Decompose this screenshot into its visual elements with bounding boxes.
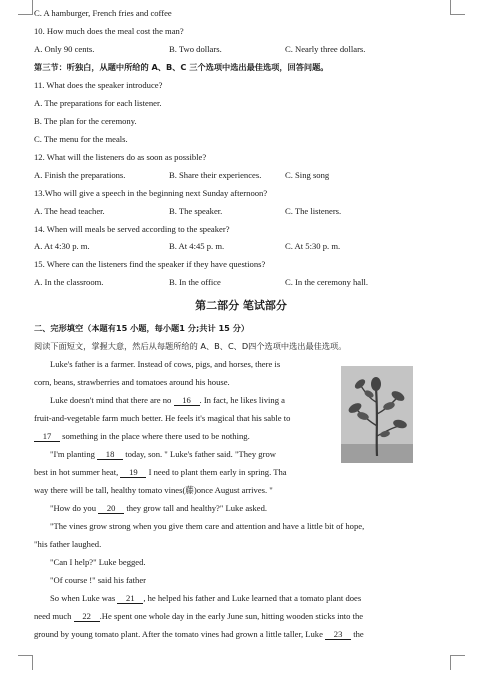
q15-stem: 15. Where can the listeners find the speaker if they have questions? [34,259,266,269]
q13-stem: 13.Who will give a speech in the beginning next Sunday afternoon? [34,188,268,198]
section-3-heading: 第三节：听独白，从题中所给的 A、B、C 三个选项中选出最佳选项，回答问题。 [34,62,329,72]
q10-stem: 10. How much does the meal cost the man? [34,26,184,36]
q13-option-c: C. The listeners. [285,206,342,216]
blank-23[interactable]: 23 [325,629,351,640]
q13-option-a: A. The head teacher. [34,206,105,216]
q15-option-b: B. In the office [169,277,221,287]
blank-18[interactable]: 18 [97,449,123,460]
q11-option-a: A. The preparations for each listener. [34,98,162,108]
q10-option-a: A. Only 90 cents. [34,44,95,54]
part-2-title: 第二部分 笔试部分 [195,299,287,312]
cloze-instructions: 阅读下面短文，掌握大意，然后从每题所给的 A、B、C、D四个选项中选出最佳选项。 [34,341,347,351]
q14-option-b: B. At 4:45 p. m. [169,241,225,251]
q14-option-a: A. At 4:30 p. m. [34,241,90,251]
para1-line2: corn, beans, strawberries and tomatoes around his house. [34,377,230,387]
q14-option-c: C. At 5:30 p. m. [285,241,341,251]
para8-line2: need much 22 .He spent one whole day in the early June sun, hitting wooden sticks into the [34,611,364,621]
corner-mark-top-right [450,0,465,15]
para8-line1: So when Luke was 21 , he helped his father and Luke learned that a tomato plant does [50,593,362,603]
q12-stem: 12. What will the listeners do as soon as possible? [34,152,207,162]
para3-line1: "I'm planting 18 today, son. " Luke's father said. "They grow [50,449,276,459]
para4-line1: "How do you 20 they grow tall and healthy?" Luke asked. [50,503,268,513]
q12-option-c: C. Sing song [285,170,330,180]
para3-line3: way there will be tall, healthy tomato vines(藤)once August arrives. " [34,485,273,495]
para1-line1: Luke's father is a farmer. Instead of cows, pigs, and horses, there is [50,359,281,369]
q15-option-a: A. In the classroom. [34,277,104,287]
corner-mark-top-left [18,0,33,15]
para2-line3: 17 something in the place where there used to be nothing. [34,431,250,442]
q11-option-c: C. The menu for the meals. [34,134,128,144]
q11-option-b: B. The plan for the ceremony. [34,116,137,126]
para2-line1: Luke doesn't mind that there are no 16 . In fact, he likes living a [50,395,285,405]
para5-line2: "his father laughed. [34,539,102,549]
q9-option-c: C. A hamburger, French fries and coffee [34,8,172,18]
corner-mark-bottom-right [450,655,465,670]
para5-line1: "The vines grow strong when you give them care and attention and have a little bit of hope, [50,521,365,531]
blank-20[interactable]: 20 [98,503,124,514]
blank-21[interactable]: 21 [117,593,143,604]
para2-line2: fruit-and-vegetable farm much better. He feels it's magical that his sable to [34,413,291,423]
q10-option-b: B. Two dollars. [169,44,222,54]
q10-option-c: C. Nearly three dollars. [285,44,366,54]
para7-line: "Of course !" said his father [50,575,147,585]
q11-stem: 11. What does the speaker introduce? [34,80,163,90]
q12-option-b: B. Share their experiences. [169,170,262,180]
blank-22[interactable]: 22 [74,611,100,622]
para3-line2: best in hot summer heat, 19 I need to plant them early in spring. Tha [34,467,287,477]
cloze-heading: 二、完形填空（本题有15 小题，每小题1 分;共计 15 分） [34,323,250,333]
q12-option-a: A. Finish the preparations. [34,170,126,180]
tomato-plant-photo [341,366,413,463]
q14-stem: 14. When will meals be served according to the speaker? [34,224,230,234]
blank-16[interactable]: 16 [174,395,200,406]
corner-mark-bottom-left [18,655,33,670]
blank-19[interactable]: 19 [120,467,146,478]
q15-option-c: C. In the ceremony hall. [285,277,369,287]
blank-17[interactable]: 17 [34,431,60,442]
para8-line3: ground by young tomato plant. After the tomato vines had grown a little taller, Luke 23 the [34,629,364,639]
q13-option-b: B. The speaker. [169,206,223,216]
para6-line: "Can I help?" Luke begged. [50,557,146,567]
